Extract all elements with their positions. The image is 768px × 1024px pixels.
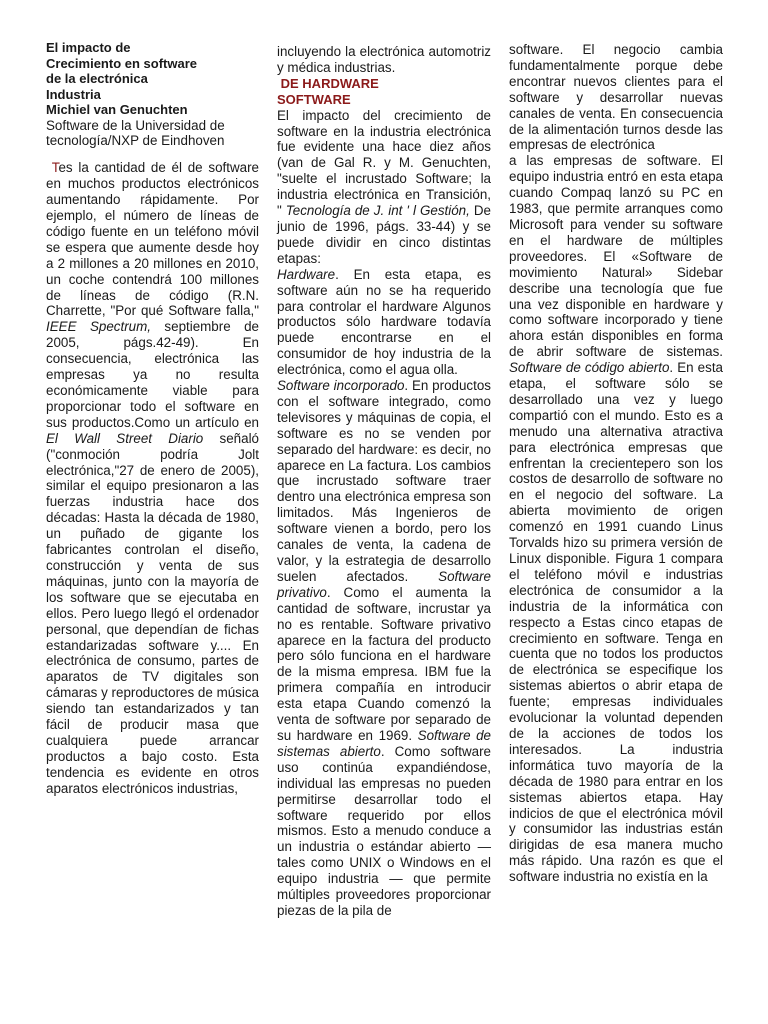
title-line: de la electrónica <box>46 71 148 86</box>
italic-run: El Wall Street Diario <box>46 430 204 446</box>
section-heading <box>277 76 491 108</box>
article-title <box>46 40 259 118</box>
author-name: Michiel van Genuchten <box>46 102 188 117</box>
title-line: Industria <box>46 86 101 102</box>
text-run: . Como el aumenta la cantidad de software, incrustar ya no es rentable. Software privativo aparece en la factura del producto pero sólo funciona en el hardware de la misma empresa. IBM fue la primera compañía en introducir esta etapa Cuando comenzó la venta de software por separado de su hardware en 1969. <box>277 584 491 743</box>
stage-open-source: Software de código abierto <box>509 360 670 376</box>
author-affiliation: Software de la Universidad de tecnología/NXP de Eindhoven <box>46 117 225 149</box>
text-run: señaló ("conmoción podría Jolt electrónica,"27 de enero de 2005), similar el equipo presionaron a las fuerzas industria hace dos décadas: Hasta la década de 1980, un puñado de gigante los fabricantes controlan el diseño, construcción y venta de sus máquinas, junto con la mayoría de los software que se ejecutaba en ellos. Pero luego llegó el ordenador personal, que dependían de fichas estandarizadas software y.... En electrónica de consumo, partes de aparatos de TV digitales son cámaras y reproductores de música siendo tan estandarizados y tan fácil de producir masa que cualquiera puede arrancar productos a bajo costo. Esta tendencia es evidente en otros aparatos electrónicos industrias, <box>46 430 259 796</box>
stage-embedded: Software incorporado <box>277 378 405 394</box>
italic-run: IEEE Spectrum, <box>46 319 151 335</box>
text-run: . En productos con el software integrado, como televisores y máquinas de copia, el software es no se venden por separado del hardware: es decir, no aparece en La factura. Los cambios que incrustado software traer dentro una electrónica empresa son limitados. Más Ingenieros de software vienen a bordo, pero los canales de venta, la cadena de valor, y la estrategia de desarrollo suelen afectados. <box>277 378 491 584</box>
text-run: es la cantidad de él de software en muchos productos electrónicos aumentando rápidamente. Por ejemplo, el número de líneas de código fuente en un teléfono móvil se espera que aumente desde hoy a 2 millones a 20 millones en 2010, un coche contendrá 100 millones de líneas de código (R.N. Charrette, "Por qué Software falla," <box>46 160 259 319</box>
drop-cap: T <box>51 160 59 176</box>
heading-line <box>277 76 491 92</box>
body-paragraph <box>277 108 491 919</box>
column-1 <box>46 40 259 797</box>
column-3 <box>509 42 723 885</box>
italic-run: Tecnología de J. int ' l Gestión, <box>285 203 470 219</box>
text-run: septiembre de 2005, págs.42-49). En consecuencia, electrónica las empresas ya no resulta económicamente viable para proporcionar todo el software en sus productos.Como un artículo en <box>46 319 259 430</box>
heading-text: DE HARDWARE <box>280 75 379 91</box>
title-line: Crecimiento en software <box>46 55 197 71</box>
text-run: De junio de 1996, págs. 33-44) y se puede dividir en cinco distintas etapas: <box>277 203 492 266</box>
intro-paragraph <box>46 160 259 796</box>
text-run: . Como software uso continúa expandiéndose, individual las empresas no pueden permitirse desarrollar todo el software requerido por ellos mismos. Esto a menudo conduce a un industria o estándar abierto — tales como UNIX o Windows en el equipo industria — que permite múltiples proveedores proporcionar piezas de la pila de <box>277 743 491 918</box>
text-run: El impacto del crecimiento de software en la industria electrónica fue evidente una hace diez años (van de Gal R. y M. Genuchten, "suelte el incrustado Software; la industria electrónica en Transición, " <box>277 107 491 219</box>
stage-proprietary: Software privativo <box>277 568 491 600</box>
text-run: . En esta etapa, el software sólo se desarrollado una vez y luego compartió con el mundo. Esto es a menudo una alternativa atractiva para electrónica empresas que enfrentan la crecientepero son los costos de desarrollo de software no en el negocio del software. La abierta movimiento de origen comenzó en 1991 cuando Linus Torvalds hizo su primera versión de Linux disponible. Figura 1 compara el teléfono móvil e industrias electrónica de consumidor a la industria de la informática con respecto a Estas cinco etapas de crecimiento en software. Tenga en cuenta que no todos los productos de electrónica se especifique los sistemas abiertos o abrir etapa de fuente; empresas individuales evolucionar la voluntad dependen de la acciones de todos los interesados. La industria informática tuvo mayoría de la década de 1980 para entrar en los sistemas abiertos etapa. Hay indicios de que el electrónica móvil y consumidor las industrias están dirigidas de esa manera mucho más rápido. Una razón es que el software industria no existía en la <box>509 360 723 885</box>
stage-hardware: Hardware <box>277 266 336 282</box>
body-paragraph <box>509 153 723 885</box>
text-run: a las empresas de software. El equipo industria entró en esta etapa cuando Compaq lanzó su PC en 1983, que permite arranques como Microsoft para vender su software en el hardware de múltiples proveedores. El «Software de movimiento Natural» Sidebar describe una tecnología que fue una vez disponible en hardware y como software incorporado y tiene ahora están disponibles en forma de abrir software de sistemas. <box>509 153 723 360</box>
column-2 <box>277 44 491 919</box>
body-paragraph: incluyendo la electrónica automotriz y médica industrias. <box>277 44 491 75</box>
body-paragraph: software. El negocio cambia fundamentalmente porque debe encontrar nuevos clientes para el software y desarrollar nuevas canales de venta. En consecuencia de la alimentación turnos desde las empresas de electrónica <box>509 42 723 153</box>
stage-open-systems: Software de sistemas abierto <box>277 727 491 759</box>
title-line: El impacto de <box>46 40 131 55</box>
text-run: . En esta etapa, es software aún no se ha requerido para controlar el hardware Algunos productos sólo hardware todavía puede encontrarse en el consumidor de hoy industria de la electrónica, como el agua olla. <box>277 266 491 378</box>
heading-line: SOFTWARE <box>277 91 351 107</box>
